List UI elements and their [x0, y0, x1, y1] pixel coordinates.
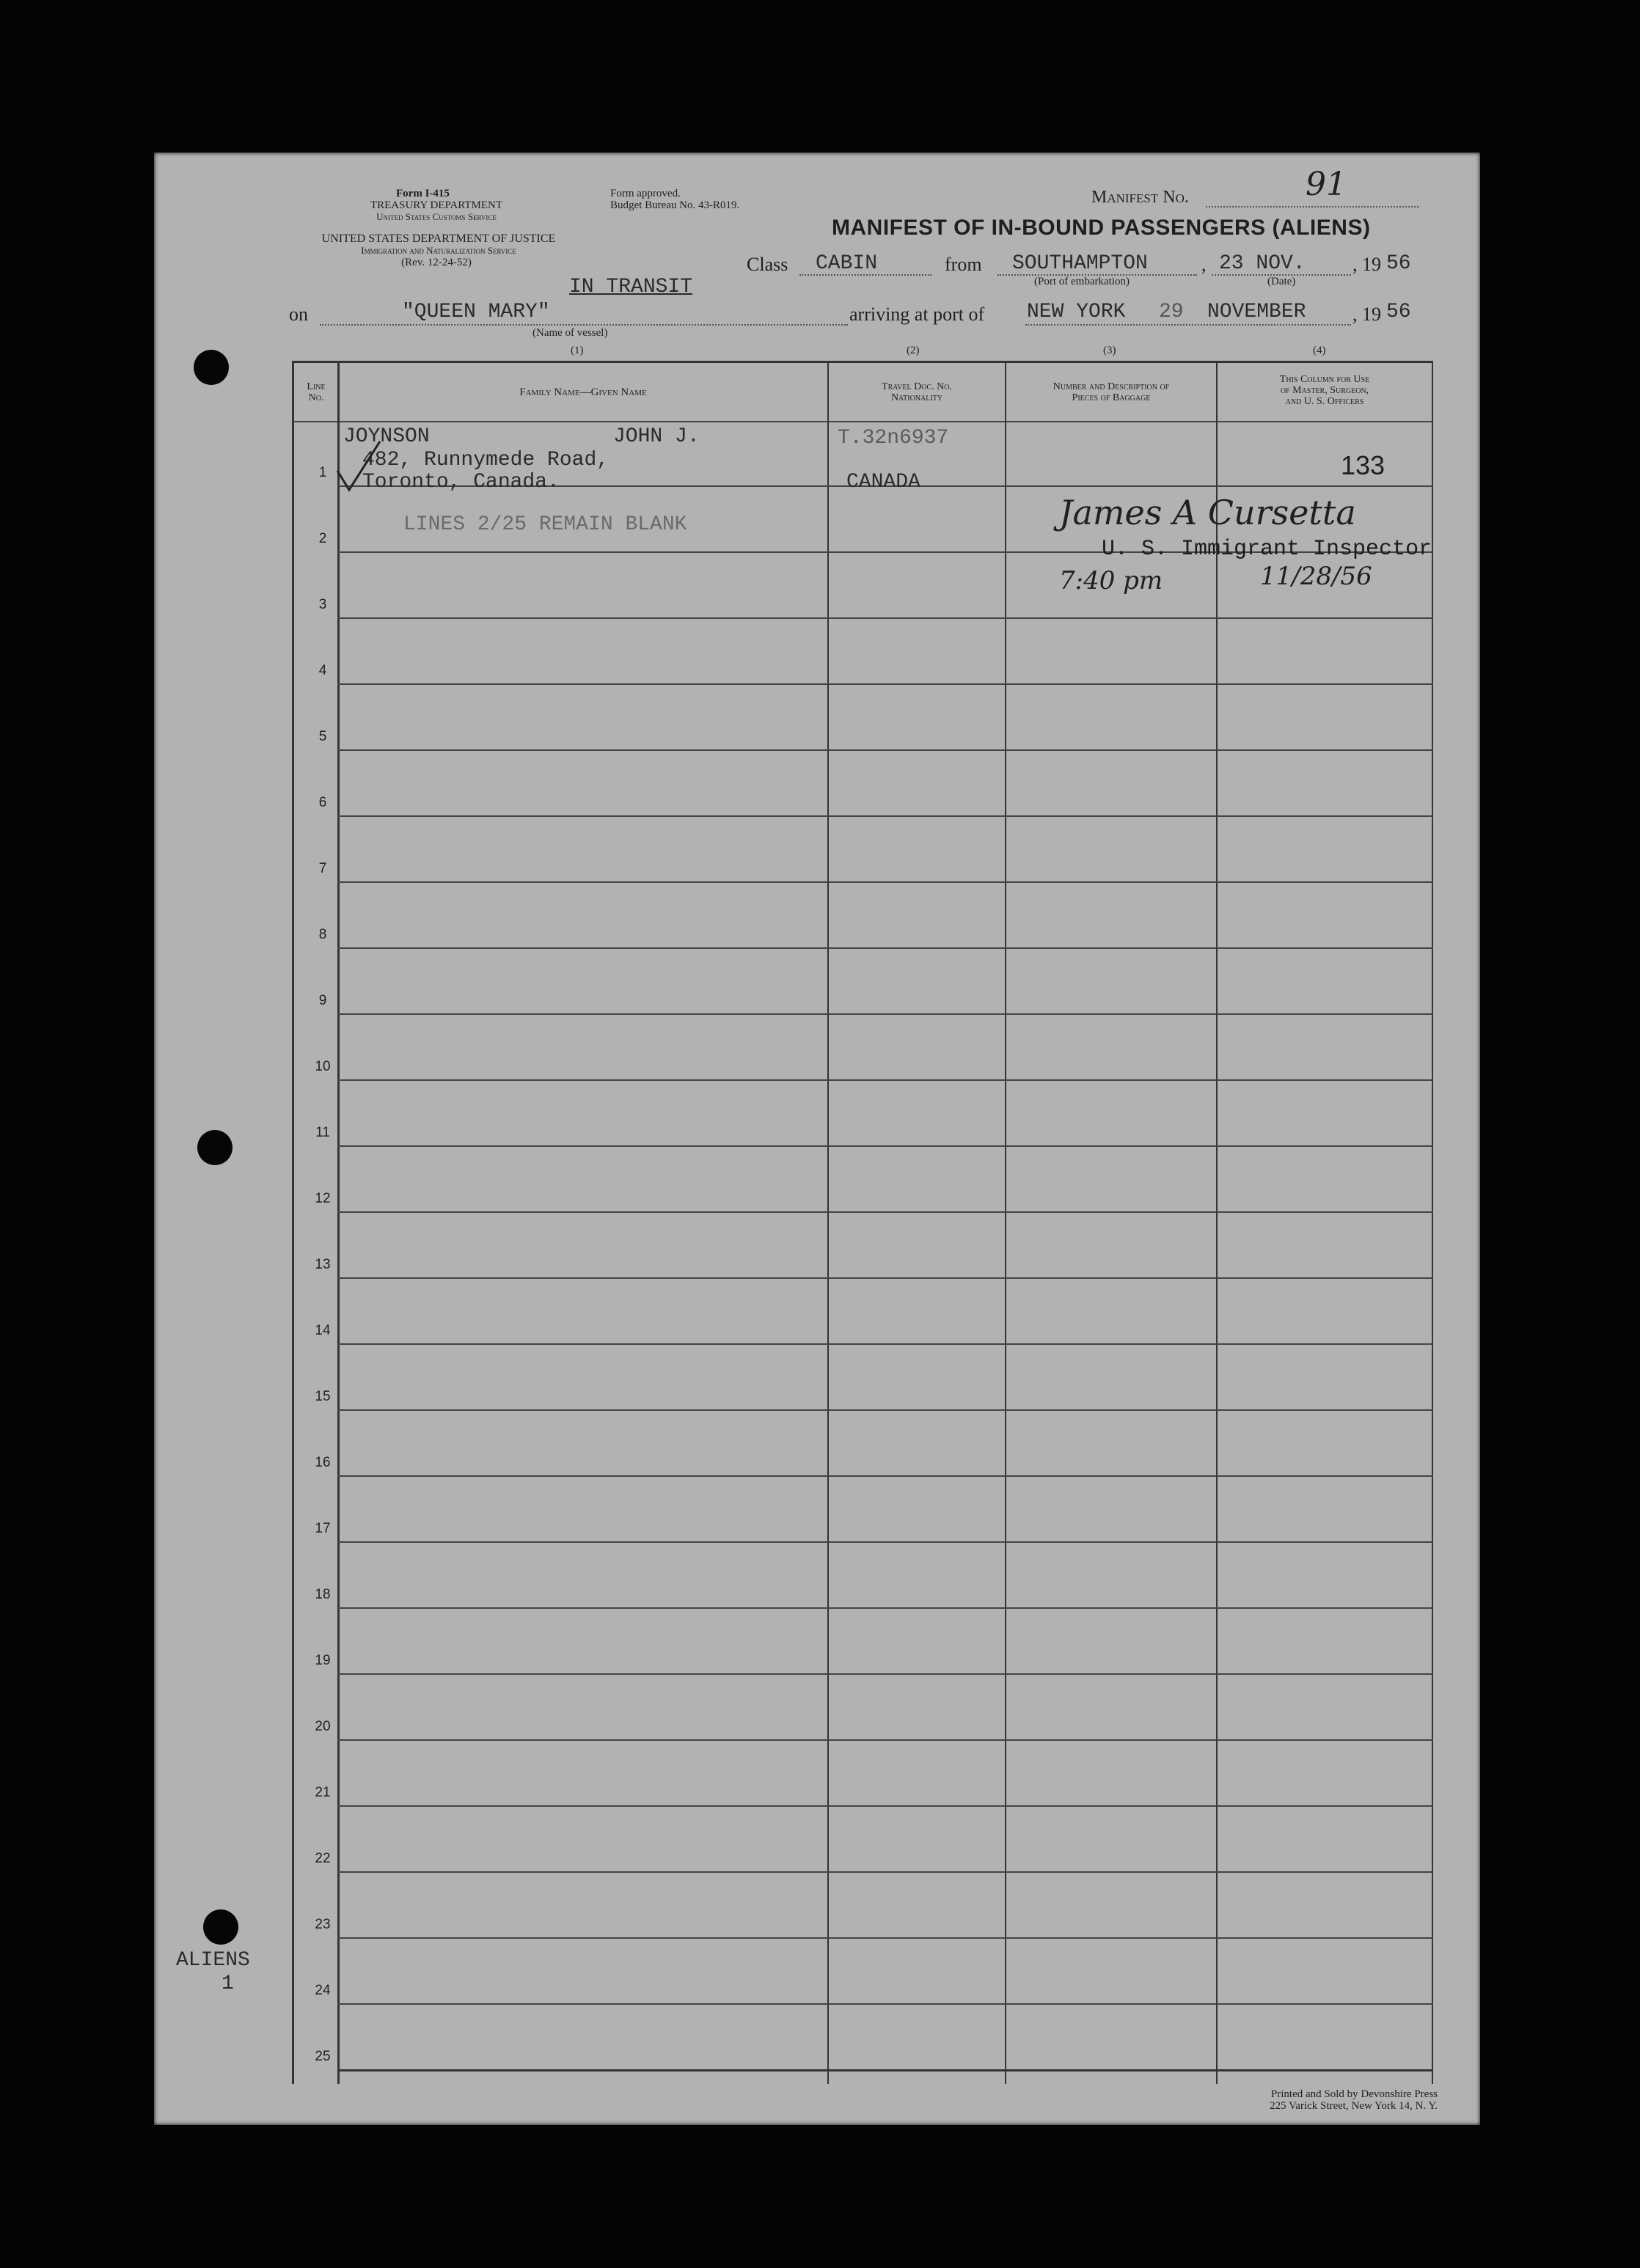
- manifest-no-value: 91: [1306, 166, 1347, 203]
- printer-line1: Printed and Sold by Devonshire Press: [1270, 2088, 1438, 2100]
- year2-value: 56: [1386, 301, 1411, 323]
- form-number: Form I-415: [396, 188, 450, 199]
- col-sep-baggage: [1216, 361, 1218, 2084]
- binder-hole-middle: [197, 1130, 233, 1165]
- header-no-word: No.: [308, 392, 324, 403]
- comma-1: ,: [1201, 254, 1207, 275]
- table-row-line: [337, 1739, 1433, 1741]
- dept-treasury: TREASURY DEPARTMENT: [370, 199, 503, 211]
- table-row-line: [337, 1673, 1433, 1675]
- form-revision: (Rev. 12-24-52): [401, 257, 472, 268]
- row-number: 14: [315, 1323, 331, 1338]
- header-family-name: Family Name—Given Name: [519, 386, 647, 398]
- row-number: 1: [318, 465, 327, 480]
- table-row-line: [337, 1079, 1433, 1081]
- entry-travel-doc-no: T.32n6937: [838, 427, 949, 449]
- inspector-title: U. S. Immigrant Inspector: [1102, 537, 1432, 562]
- arrival-month: NOVEMBER: [1207, 301, 1306, 323]
- header-baggage-line2: Pieces of Baggage: [1072, 392, 1151, 403]
- row-number: 23: [315, 1917, 331, 1932]
- entry-nationality: CANADA: [846, 471, 920, 493]
- col-sep-name: [827, 361, 829, 2084]
- printer-line2: 225 Varick Street, New York 14, N. Y.: [1270, 2100, 1438, 2112]
- row-number: 24: [315, 1983, 331, 1998]
- table-row-line: [337, 1013, 1433, 1015]
- table-row-line: [337, 683, 1433, 685]
- table-top-border: [292, 361, 1433, 363]
- manifest-table: [292, 361, 1433, 2084]
- row-number: 20: [315, 1719, 331, 1734]
- header-officers: [1218, 374, 1432, 407]
- col-num-2: (2): [907, 345, 920, 356]
- entry-address-line2: Toronto, Canada.: [362, 471, 560, 493]
- entry-blank-note: LINES 2/25 REMAIN BLANK: [403, 513, 687, 536]
- header-travel-doc-line1: Travel Doc. No.: [882, 381, 952, 392]
- col-sep-line: [337, 361, 340, 2084]
- table-row-line: [337, 2069, 1433, 2071]
- dept-justice: UNITED STATES DEPARTMENT OF JUSTICE: [321, 232, 556, 245]
- arrival-port: NEW YORK: [1027, 301, 1126, 323]
- row-number: 3: [318, 597, 327, 612]
- aliens-count: 1: [222, 1972, 234, 1995]
- table-left-border: [292, 361, 294, 2084]
- on-label: on: [289, 304, 308, 325]
- table-row-line: [337, 1805, 1433, 1807]
- header-travel-doc-line2: Nationality: [890, 392, 943, 403]
- date-caption: (Date): [1267, 276, 1296, 287]
- port-embark-value: SOUTHAMPTON: [1012, 252, 1148, 275]
- arrival-line: [1025, 324, 1351, 326]
- from-label: from: [945, 254, 982, 275]
- table-row-line: [337, 749, 1433, 751]
- table-row-line: [337, 1409, 1433, 1411]
- check-mark-icon: [333, 437, 384, 496]
- entry-address-line1: 482, Runnymede Road,: [362, 449, 609, 471]
- table-right-border: [1432, 361, 1433, 2084]
- row-number: 9: [318, 993, 327, 1008]
- dept-customs: United States Customs Service: [376, 211, 497, 222]
- table-row-line: [337, 1541, 1433, 1543]
- row-number: 10: [315, 1059, 331, 1074]
- manifest-no-line: [1206, 206, 1418, 208]
- class-label: Class: [747, 254, 788, 275]
- table-row-line: [337, 1211, 1433, 1213]
- row-number: 15: [315, 1389, 331, 1404]
- row-number: 2: [318, 531, 327, 546]
- binder-hole-bottom: [203, 1909, 238, 1945]
- col-sep-doc: [1005, 361, 1006, 2084]
- table-row-line: [337, 1937, 1433, 1939]
- inspector-time: 7:40 pm: [1059, 566, 1163, 595]
- header-officers-line3: and U. S. Officers: [1285, 396, 1364, 407]
- col-num-3: (3): [1103, 345, 1116, 356]
- table-row-line: [337, 815, 1433, 817]
- entry-officer-number: 133: [1341, 450, 1385, 480]
- row-number: 8: [318, 927, 327, 942]
- row-number: 19: [315, 1653, 331, 1668]
- header-line-no: [295, 381, 337, 403]
- col-num-1: (1): [571, 345, 584, 356]
- dept-immigration: Immigration and Naturalization Service: [361, 245, 516, 256]
- table-row-line: [337, 1145, 1433, 1147]
- table-row-line: [337, 2003, 1433, 2005]
- row-number: 12: [315, 1191, 331, 1206]
- row-number: 21: [315, 1785, 331, 1800]
- entry-family-name: JOYNSON: [343, 425, 430, 448]
- aliens-label: ALIENS: [176, 1949, 250, 1972]
- header-baggage: [1006, 381, 1216, 403]
- header-travel-doc: [829, 381, 1005, 403]
- inspector-date: 11/28/56: [1260, 562, 1372, 591]
- budget-bureau: Budget Bureau No. 43-R019.: [610, 199, 740, 211]
- year2-prefix: , 19: [1352, 304, 1381, 325]
- year1-value: 56: [1386, 252, 1411, 275]
- row-number: 13: [315, 1257, 331, 1272]
- table-row-line: [337, 1277, 1433, 1279]
- vessel-line: [320, 324, 848, 326]
- embark-date-value: 23 NOV.: [1219, 252, 1306, 275]
- row-number: 25: [315, 2049, 331, 2064]
- table-row-line: [337, 1871, 1433, 1873]
- table-row-line: [337, 1607, 1433, 1609]
- row-number: 18: [315, 1587, 331, 1602]
- table-row-line: [337, 881, 1433, 883]
- header-baggage-line1: Number and Description of: [1053, 381, 1170, 392]
- vessel-name: "QUEEN MARY": [402, 301, 550, 323]
- header-line-word: Line: [307, 381, 326, 392]
- table-row-line: [337, 617, 1433, 619]
- inspector-signature: James A Cursetta: [1059, 493, 1356, 532]
- row-number: 7: [318, 861, 327, 876]
- row-number: 22: [315, 1851, 331, 1866]
- form-approved: Form approved.: [610, 188, 681, 199]
- class-value: CABIN: [816, 252, 878, 275]
- in-transit-stamp: IN TRANSIT: [569, 276, 693, 298]
- header-officers-line2: of Master, Surgeon,: [1280, 385, 1369, 396]
- col-num-4: (4): [1313, 345, 1326, 356]
- binder-hole-top: [194, 350, 229, 385]
- vessel-caption: (Name of vessel): [532, 327, 608, 339]
- manifest-title: MANIFEST OF IN-BOUND PASSENGERS (ALIENS): [832, 216, 1371, 240]
- year1-prefix: , 19: [1352, 254, 1381, 275]
- arriving-label: arriving at port of: [849, 304, 985, 325]
- table-row-line: [337, 1475, 1433, 1477]
- port-embark-caption: (Port of embarkation): [1034, 276, 1130, 287]
- arrival-day: 29: [1159, 301, 1184, 323]
- table-header-bottom: [292, 421, 1433, 422]
- header-officers-line1: This Column for Use: [1279, 374, 1370, 385]
- row-number: 4: [318, 663, 327, 678]
- table-row-line: [337, 1343, 1433, 1345]
- row-number: 5: [318, 729, 327, 744]
- row-number: 17: [315, 1521, 331, 1536]
- row-number: 11: [315, 1125, 330, 1140]
- manifest-no-label: Manifest No.: [1091, 188, 1189, 207]
- entry-given-name: JOHN J.: [613, 425, 700, 448]
- row-number: 6: [318, 795, 327, 810]
- row-number: 16: [315, 1455, 331, 1470]
- table-row-line: [337, 947, 1433, 949]
